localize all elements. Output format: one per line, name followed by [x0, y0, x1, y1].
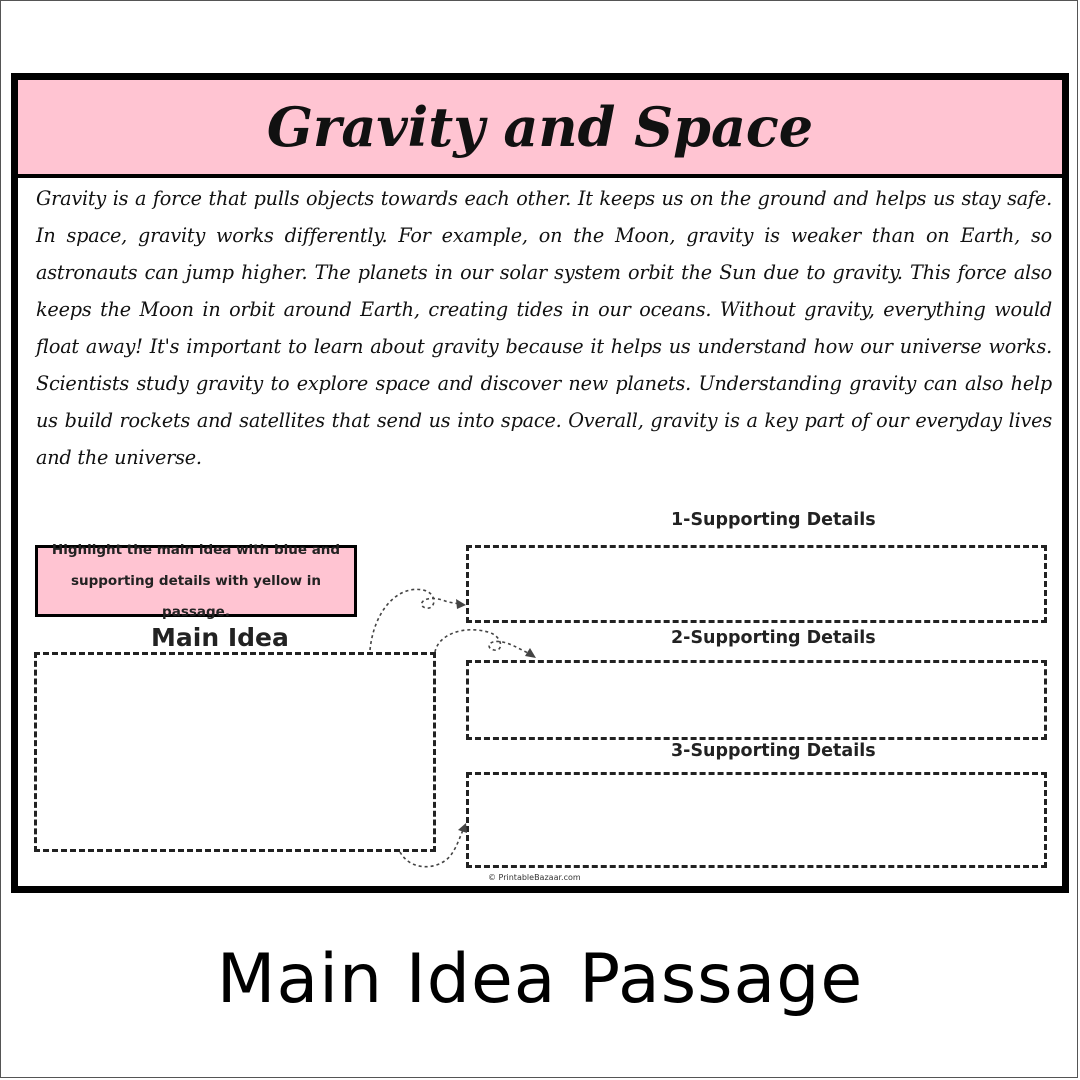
arrow-to-detail-2: [435, 630, 530, 654]
passage-text: Gravity is a force that pulls objects towards each other. It keeps us on the ground and helps us stay safe. In space, gravity works differently. For example, on the Moon, gravity is weaker than on Earth, so astronauts can jump higher. The planets in our solar system orbit the Sun due to gravity. This force also keeps the Moon in orbit around Earth, creating tides in our oceans. Without gravity, everything would float away! It's important to learn about gravity because it helps us understand how our universe works. Scientists study gravity to explore space and discover new planets. Understanding gravity can also help us build rockets and satellites that send us into space. Overall, gravity is a key part of our everyday lives and the universe.: [36, 187, 1052, 469]
supporting-detail-2-box[interactable]: [466, 660, 1047, 740]
worksheet-title: Gravity and Space: [266, 95, 814, 159]
copyright-text: © PrintableBazaar.com: [488, 873, 581, 882]
main-idea-box[interactable]: [34, 652, 436, 852]
caption: Main Idea Passage: [216, 940, 864, 1019]
title-band: [18, 80, 1062, 178]
instruction-box: [35, 541, 357, 620]
arrowhead-1: [456, 599, 466, 609]
arrow-to-detail-1: [370, 589, 460, 650]
arrowhead-2: [525, 648, 536, 658]
main-idea-label: Main Idea: [151, 623, 289, 652]
supporting-detail-2-label: 2-Supporting Details: [671, 628, 876, 648]
instruction-text: Highlight the main idea with blue and supporting details with yellow in passage.: [51, 541, 341, 620]
supporting-detail-1-box[interactable]: [466, 545, 1047, 623]
worksheet: [11, 73, 1069, 893]
supporting-detail-3-label: 3-Supporting Details: [671, 741, 876, 761]
supporting-detail-1-label: 1-Supporting Details: [671, 510, 876, 530]
supporting-detail-3-box[interactable]: [466, 772, 1047, 868]
